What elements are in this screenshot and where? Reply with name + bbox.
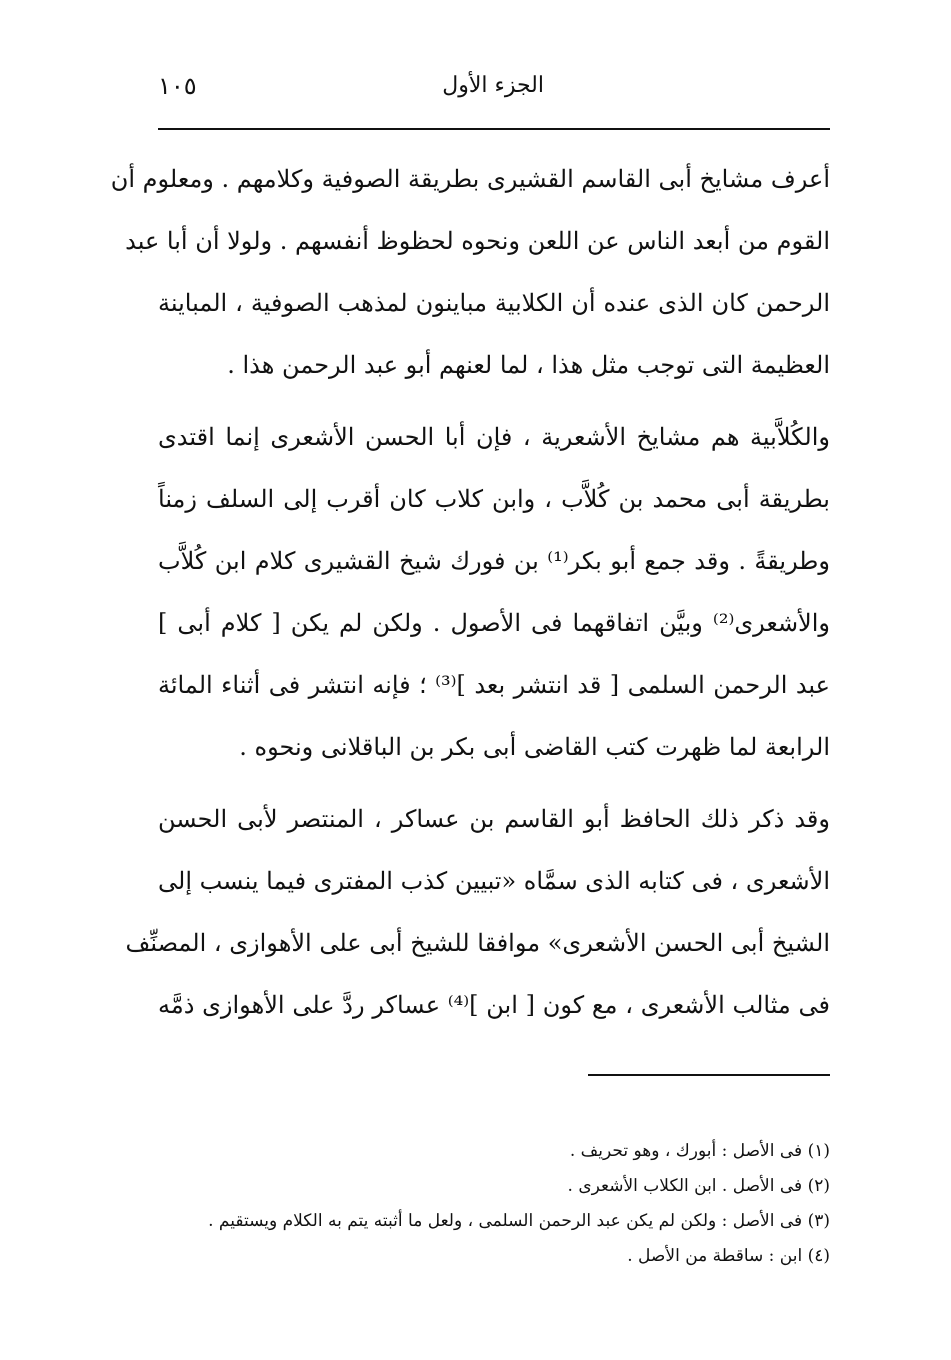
text-line: الأشعرى ، فى كتابه الذى سمَّاه «تبيين كذب المفترى فيما ينسب إلى (158, 867, 830, 895)
footnotes (158, 1134, 830, 1274)
paragraph-1 (110, 148, 831, 396)
footnote-4: (٤) ابن : ساقطة من الأصل . (627, 1246, 830, 1266)
body-text (110, 148, 831, 1036)
footnote-3: (٣) فى الأصل : ولكن لم يكن عبد الرحمن السلمى ، ولعل ما أثبته يتم به الكلام ويستقيم . (208, 1211, 830, 1231)
footnote-1: (١) فى الأصل : أبورك ، وهو تحريف . (569, 1141, 830, 1161)
text-line: وقد ذكر ذلك الحافظ أبو القاسم بن عساكر ، المنتصر لأبى الحسن (158, 805, 830, 833)
page-header (158, 68, 830, 108)
text-line: بطريقة أبى محمد بن كُلاَّب ، وابن كلاب كان أقرب إلى السلف زمناً (158, 485, 830, 513)
text-line: والأشعرى⁽²⁾ وبيَّن اتفاقهما فى الأصول . ولكن لم يكن [ كلام أبى ] (158, 609, 830, 637)
text-line: العظيمة التى توجب مثل هذا ، لما لعنهم أبو عبد الرحمن هذا . (227, 351, 830, 379)
header-rule (158, 128, 830, 130)
text-line: والكُلاَّبية هم مشايخ الأشعرية ، فإن أبا الحسن الأشعرى إنما اقتدى (158, 423, 830, 451)
text-line: عبد الرحمن السلمى [ قد انتشر بعد ]⁽³⁾ ؛ فإنه انتشر فى أثناء المائة (158, 671, 830, 699)
footnote-rule (588, 1074, 830, 1076)
paragraph-3 (125, 788, 830, 1036)
text-line: أعرف مشايخ أبى القاسم القشيرى بطريقة الصوفية وكلامهم . ومعلوم أن (110, 165, 830, 193)
text-line: الرابعة لما ظهرت كتب القاضى أبى بكر بن الباقلانى ونحوه . (239, 733, 830, 761)
text-line: الرحمن كان الذى عنده أن الكلابية مباينون لمذهب الصوفية ، المباينة (158, 289, 831, 317)
text-line: وطريقةً . وقد جمع أبو بكر⁽¹⁾ بن فورك شيخ القشيرى كلام ابن كُلاَّب (158, 547, 831, 575)
footnote-2: (٢) فى الأصل . ابن الكلاب الأشعرى . (567, 1176, 830, 1196)
text-line: القوم من أبعد الناس عن اللعن ونحوه لحظوظ أنفسهم . ولولا أن أبا عبد (125, 227, 830, 255)
paragraph-2 (158, 406, 830, 778)
page-number: ١٠٥ (158, 72, 197, 100)
text-line: فى مثالب الأشعرى ، مع كون [ ابن ]⁽⁴⁾ عساكر ردَّ على الأهوازى ذمَّه (158, 991, 830, 1019)
text-line: الشيخ أبى الحسن الأشعرى» موافقا للشيخ أبى على الأهوازى ، المصنِّف (125, 929, 830, 957)
running-title: الجزء الأول (442, 73, 544, 98)
